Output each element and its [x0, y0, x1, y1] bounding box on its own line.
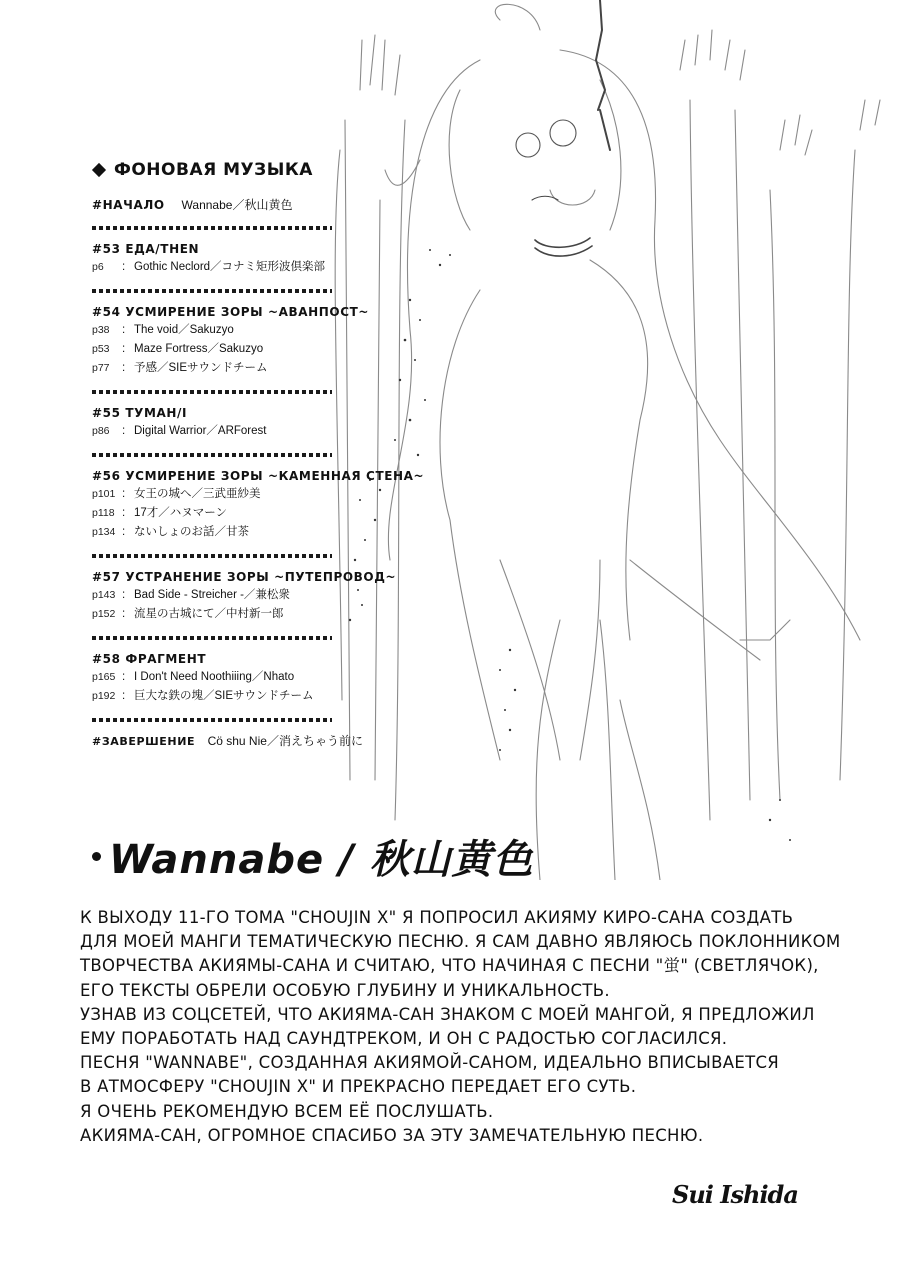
track-page: p134 [92, 526, 116, 538]
track-row: p134 : ないしょのお話／甘茶 [92, 523, 422, 542]
dotted-divider [92, 718, 332, 722]
track-title: Bad Side - Streicher -／兼松衆 [134, 589, 290, 601]
track-page: p77 [92, 362, 110, 374]
track-title: 巨大な鉄の塊／SIEサウンドチーム [134, 690, 314, 702]
track-page: p152 [92, 608, 116, 620]
track-row: p192 : 巨大な鉄の塊／SIEサウンドチーム [92, 687, 422, 706]
ending-track: Cö shu Nie／消えちゃう前に [207, 734, 363, 748]
afterword-line: ПЕСНЯ "WANNABE", СОЗДАННАЯ АКИЯМОЙ-САНОМ, ИДЕАЛЬНО ВПИСЫВАЕТСЯ [80, 1053, 780, 1073]
afterword-line: Я ОЧЕНЬ РЕКОМЕНДУЮ ВСЕМ ЕЁ ПОСЛУШАТЬ. [80, 1101, 494, 1121]
chapter-header: #57 УСТРАНЕНИЕ ЗОРЫ ~ПУТЕПРОВОД~ [92, 570, 397, 584]
track-title: 女王の城へ／三武亜紗美 [134, 488, 261, 500]
track-title: I Don't Need Noothiiing／Nhato [134, 671, 295, 683]
track-title: Maze Fortress／Sakuzyo [134, 343, 264, 355]
chapter-section [92, 650, 422, 706]
chapter-header: #58 ФРАГМЕНТ [92, 652, 207, 666]
afterword-line: ТВОРЧЕСТВА АКИЯМЫ-САНА И СЧИТАЮ, ЧТО НАЧИНАЯ С ПЕСНИ "蛍" (СВЕТЛЯЧОК), [80, 956, 819, 976]
track-row: p118 : 17才／ハヌマーン [92, 504, 422, 523]
track-page: p86 [92, 425, 110, 437]
chapter-section [92, 240, 422, 277]
track-page: p143 [92, 589, 116, 601]
track-row: p165 : I Don't Need Noothiiing／Nhato [92, 668, 422, 687]
track-title: 17才／ハヌマーン [134, 507, 228, 519]
track-page: p6 [92, 261, 104, 273]
track-title: 予感／SIEサウンドチーム [134, 362, 268, 374]
track-page: p165 [92, 671, 116, 683]
track-page: p53 [92, 343, 110, 355]
track-page: p118 [92, 507, 115, 519]
dotted-divider [92, 636, 332, 640]
track-title: Digital Warrior／ARForest [134, 425, 267, 437]
track-row: p6 : Gothic Neclord／コナミ矩形波倶楽部 [92, 258, 422, 277]
chapter-header: #55 ТУМАН/I [92, 406, 188, 420]
track-page: p101 [92, 488, 116, 500]
chapter-header: #54 УСМИРЕНИЕ ЗОРЫ ~АВАНПОСТ~ [92, 305, 370, 319]
afterword-line: В АТМОСФЕРУ "CHOUJIN X" И ПРЕКРАСНО ПЕРЕДАЕТ ЕГО СУТЬ. [80, 1077, 637, 1097]
afterword-line: ЕГО ТЕКСТЫ ОБРЕЛИ ОСОБУЮ ГЛУБИНУ И УНИКАЛЬНОСТЬ. [80, 980, 610, 1000]
opening-track: Wannabe／秋山黄色 [181, 198, 293, 212]
dotted-divider [92, 390, 332, 394]
track-row: p38 : The void／Sakuzyo [92, 321, 422, 340]
track-row: p152 : 流星の古城にて／中村新一郎 [92, 605, 422, 624]
afterword-line: УЗНАВ ИЗ СОЦСЕТЕЙ, ЧТО АКИЯМА-САН ЗНАКОМ С МОЕЙ МАНГОЙ, Я ПРЕДЛОЖИЛ [80, 1004, 815, 1024]
afterword-line: К ВЫХОДУ 11-ГО ТОМА "CHOUJIN X" Я ПОПРОСИЛ АКИЯМУ КИРО-САНА СОЗДАТЬ [80, 908, 794, 927]
afterword-line: ЕМУ ПОРАБОТАТЬ НАД САУНДТРЕКОМ, И ОН С РАДОСТЬЮ СОГЛАСИЛСЯ. [80, 1029, 728, 1049]
opening-label: #НАЧАЛО [92, 198, 165, 212]
track-row: p53 : Maze Fortress／Sakuzyo [92, 340, 422, 359]
diamond-bullet-icon [92, 163, 106, 177]
chapter-section [92, 467, 425, 542]
chapter-section [92, 568, 422, 624]
author-signature: Sui Ishida [672, 1180, 798, 1209]
ending-label: #ЗАВЕРШЕНИЕ [92, 735, 196, 748]
track-title: Gothic Neclord／コナミ矩形波倶楽部 [134, 261, 326, 273]
track-row: p77 : 予感／SIEサウンドチーム [92, 359, 422, 378]
chapter-header: #53 ЕДА/THEN [92, 242, 200, 256]
song-title-text: Wannabe / 秋山黄色 [109, 837, 534, 883]
track-page: p38 [92, 324, 110, 336]
chapter-section [92, 404, 422, 441]
bgm-heading [92, 160, 422, 180]
track-row: p143 : Bad Side - Streicher -／兼松衆 [92, 586, 422, 605]
afterword-line: ДЛЯ МОЕЙ МАНГИ ТЕМАТИЧЕСКУЮ ПЕСНЮ. Я САМ ДАВНО ЯВЛЯЮСЬ ПОКЛОННИКОМ [80, 932, 841, 952]
track-title: ないしょのお話／甘茶 [134, 526, 249, 538]
track-row: p86 : Digital Warrior／ARForest [92, 422, 422, 441]
afterword-text [80, 906, 880, 1148]
dotted-divider [92, 453, 332, 457]
background-music-list [92, 160, 425, 750]
song-title-handwritten [92, 828, 534, 885]
bgm-title-text: ФОНОВАЯ МУЗЫКА [114, 160, 313, 180]
dotted-divider [92, 289, 332, 293]
dot-bullet-icon [92, 852, 101, 861]
track-title: The void／Sakuzyo [134, 324, 234, 336]
ending-credit [92, 732, 422, 750]
track-page: p192 [92, 690, 116, 702]
chapter-header: #56 УСМИРЕНИЕ ЗОРЫ ~КАМЕННАЯ СТЕНА~ [92, 469, 425, 483]
afterword-line: АКИЯМА-САН, ОГРОМНОЕ СПАСИБО ЗА ЭТУ ЗАМЕЧАТЕЛЬНУЮ ПЕСНЮ. [80, 1125, 704, 1145]
chapter-section [92, 303, 422, 378]
track-title: 流星の古城にて／中村新一郎 [134, 608, 284, 620]
track-row: p101 : 女王の城へ／三武亜紗美 [92, 485, 422, 504]
dotted-divider [92, 226, 332, 230]
dotted-divider [92, 554, 332, 558]
opening-credit [92, 196, 422, 214]
